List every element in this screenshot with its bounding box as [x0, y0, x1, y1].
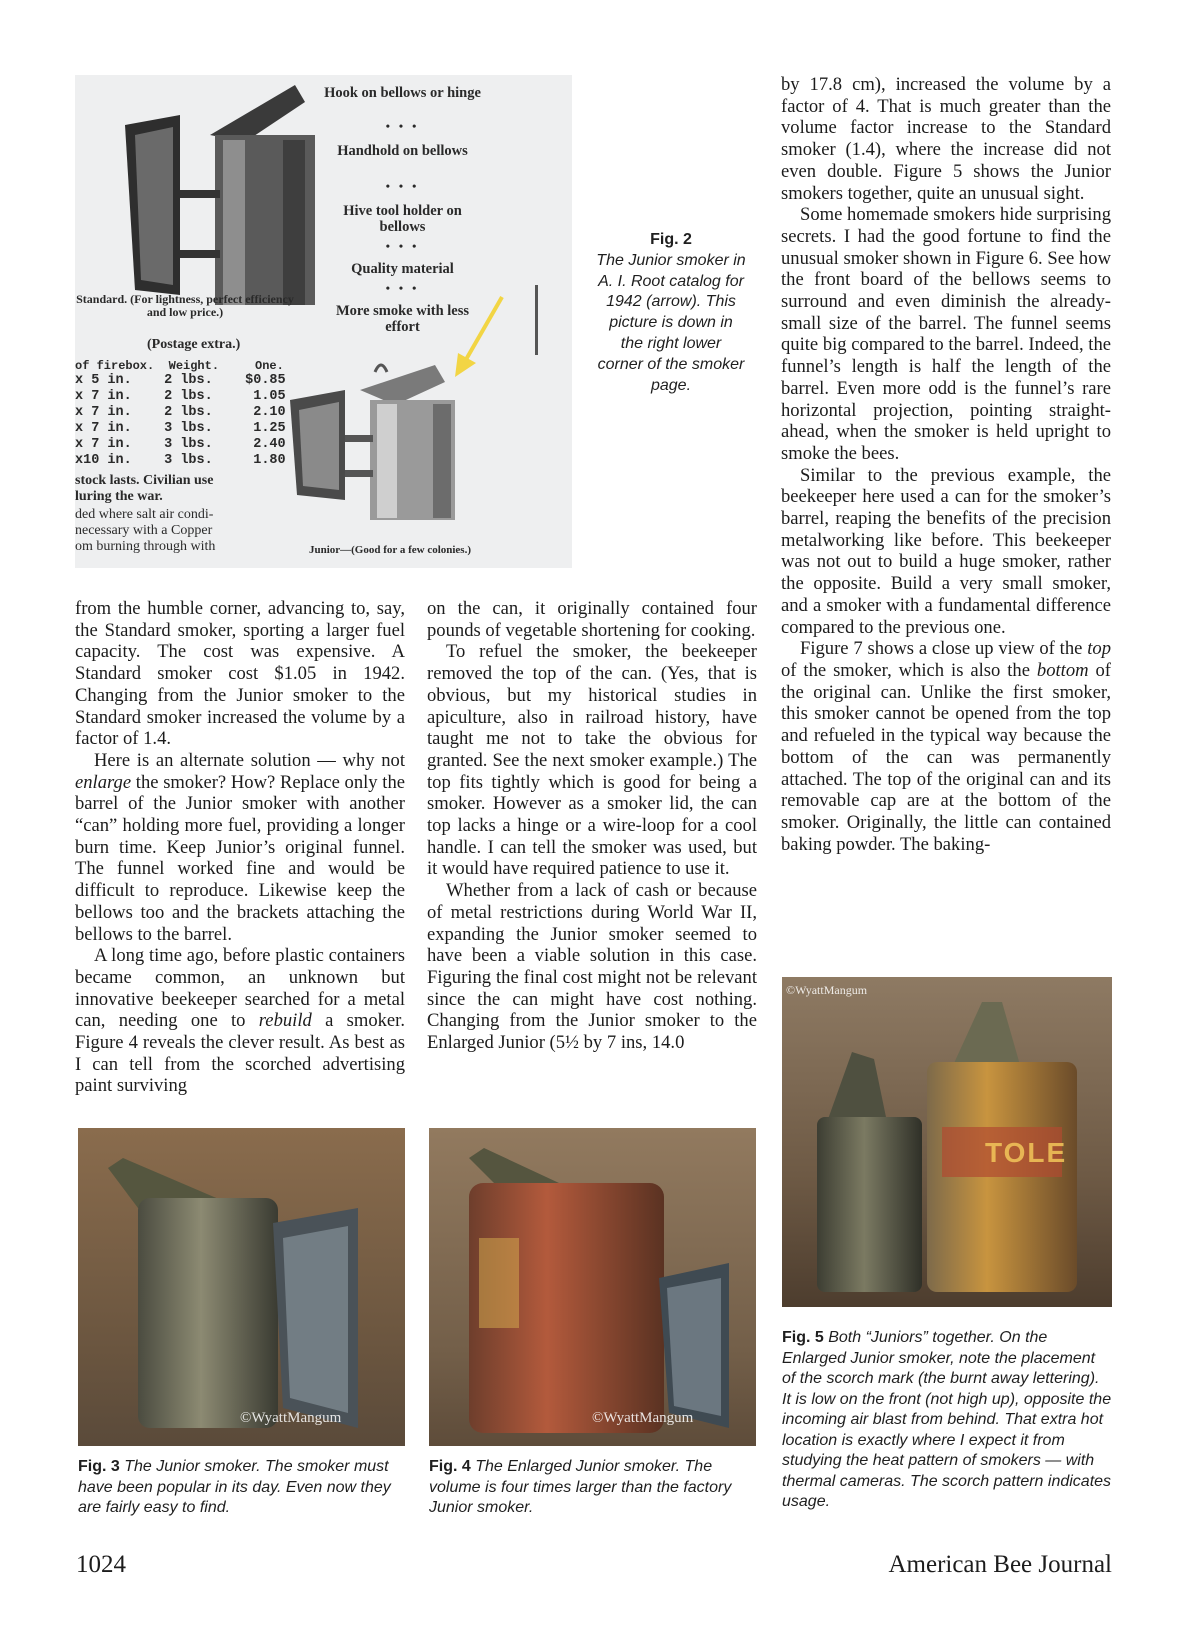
- paragraph: by 17.8 cm), increased the volume by a factor of 4. That is much greater than the volume factor increase to the Standard smoker (1.4), where the increase did not even double. Figure 5 shows the Junior smokers together, quite an unusual sight.: [781, 74, 1111, 204]
- feature-separator: • • •: [385, 119, 420, 133]
- can-lettering: TOLE: [985, 1137, 1068, 1168]
- body-column-3: [781, 74, 1111, 855]
- body-column-2: [427, 598, 757, 1054]
- watermark: ©WyattMangum: [592, 1410, 694, 1426]
- postage-note: (Postage extra.): [147, 337, 241, 352]
- catalog-clipping-image: [75, 75, 572, 568]
- feature-separator: • • •: [385, 281, 420, 295]
- paragraph: Some homemade smokers hide surprising secrets. I had the good fortune to find the unusual smoker shown in Figure 6. See how the front board of the bellows seems to surround and even diminish the already-small size of the barrel. The funnel seems quite big compared to the barrel. Indeed, the funnel’s length is half the length of the barrel. Even more odd is the funnel’s rare horizontal projection, pointing straight-ahead, when the smoker is held upright to smoke the bees.: [781, 204, 1111, 464]
- fig3-photo: [78, 1128, 405, 1446]
- fig4-photo: [429, 1128, 756, 1446]
- paragraph: Whether from a lack of cash or because of metal restrictions during World War II, expanding the Junior smoker seemed to have been a viable solution in this case. Figuring the final cost might not be relevant since the can might have cost nothing. Changing from the Junior smoker to the Enlarged Junior (5½ by 7 ins, 14.0: [427, 880, 757, 1054]
- fig5-label: Fig. 5: [782, 1329, 824, 1346]
- fig4-text: The Enlarged Junior smoker. The volume is four times larger than the factory Junior smoker.: [429, 1458, 732, 1516]
- paragraph: on the can, it originally contained four pounds of vegetable shortening for cooking.: [427, 598, 757, 641]
- watermark: ©WyattMangum: [240, 1410, 342, 1426]
- fig3-label: Fig. 3: [78, 1458, 120, 1475]
- feature-hive-tool: Hive tool holder on bellows: [343, 203, 462, 235]
- standard-label: Standard. (For lightness, perfect efficiency and low price.): [76, 292, 294, 319]
- feature-more-smoke: More smoke with less effort: [335, 303, 470, 335]
- price-row: x 7 in. 2 lbs. 2.10: [75, 405, 286, 420]
- price-row: x 7 in. 3 lbs. 1.25: [75, 421, 286, 436]
- fig3-caption: [78, 1457, 408, 1519]
- emphasis: bottom: [1036, 659, 1089, 681]
- paragraph: from the humble corner, advancing to, say, the Standard smoker, sporting a larger fuel capacity. The cost was expensive. A Standard smoker cost $1.05 in 1942. Changing from the Junior smoker to the Standard smoker increased the volume by a factor of 1.4.: [75, 598, 405, 750]
- paragraph: To refuel the smoker, the beekeeper removed the top of the can. (Yes, that is obvious, but my historical studies in apiculture, also in railroad history, have taught me not to take the obvious for granted. See the next smoker example.) The top fits tightly which is good for being a smoker. However as a smoker lid, the can top lacks a hinge or a wire-loop for a cool handle. I can tell the smoker was used, but it would have required patience to use it.: [427, 641, 757, 880]
- watermark: ©WyattMangum: [786, 983, 868, 997]
- price-row: x10 in. 3 lbs. 1.80: [75, 453, 286, 468]
- feature-hook: Hook on bellows or hinge: [324, 85, 481, 101]
- fig5-caption: [782, 1328, 1112, 1513]
- fig2-label: Fig. 2: [650, 231, 692, 248]
- fig3-text: The Junior smoker. The smoker must have been popular in its day. Even now they are fairly easy to find.: [78, 1458, 391, 1516]
- paragraph: A long time ago, before plastic containers became common, an unknown but innovative beekeeper searched for a metal can, needing one to rebuild a smoker. Figure 4 reveals the clever result. As best as I can tell from the scorched advertising paint surviving: [75, 945, 405, 1097]
- catalog-footer-line: ded where salt air condi-: [75, 507, 214, 522]
- paragraph: Similar to the previous example, the beekeeper here used a can for the smoker’s barrel, reaping the benefits of the precision metalworking like before. This beekeeper was not out to build a huge smoker, rather the opposite. Build a very small smoker, and a smoker with a fundamental difference compared to the previous one.: [781, 464, 1111, 638]
- fig4-label: Fig. 4: [429, 1458, 471, 1475]
- emphasis: enlarge: [75, 771, 132, 793]
- fig2-caption: [596, 230, 746, 396]
- catalog-footer-line: luring the war.: [75, 489, 163, 504]
- feature-separator: • • •: [385, 179, 420, 193]
- price-row: x 5 in. 2 lbs. $0.85: [75, 373, 286, 388]
- catalog-footer-line: stock lasts. Civilian use: [75, 473, 214, 488]
- fig2-text: The Junior smoker in A. I. Root catalog for 1942 (arrow). This picture is down in the right lower corner of the smoker page.: [596, 251, 746, 394]
- catalog-footer-line: om burning through with: [75, 539, 216, 554]
- paragraph: Figure 7 shows a close up view of the top of the smoker, which is also the bottom of the original can. Unlike the first smoker, this smoker cannot be opened from the top and refueled in the typical way because the bottom of the can was permanently attached. The top of the original can and its removable cap are at the bottom of the smoker. Originally, the little can contained baking powder. The baking-: [781, 638, 1111, 855]
- junior-label: Junior—(Good for a few colonies.): [308, 544, 472, 556]
- fig5-text: Both “Juniors” together. On the Enlarged Junior smoker, note the placement of the scorch mark (the burnt away lettering). It is low on the front (not high up), opposite the incoming air blast from behind. That extra hot location is exactly where I expect it from studying the heat pattern of smokers — with thermal cameras. The scorch pattern indicates usage.: [782, 1329, 1112, 1510]
- catalog-footer-line: necessary with a Copper: [75, 523, 213, 538]
- emphasis: rebuild: [258, 1010, 312, 1032]
- price-row: x 7 in. 3 lbs. 2.40: [75, 437, 286, 452]
- feature-separator: • • •: [385, 239, 420, 253]
- journal-name: American Bee Journal: [888, 1551, 1112, 1578]
- feature-handhold: Handhold on bellows: [337, 143, 468, 159]
- paragraph: Here is an alternate solution — why not enlarge the smoker? How? Replace only the barrel of the Junior smoker with another “can” holding more fuel, providing a longer burn time. Keep Junior’s original funnel. The funnel worked fine and would be difficult to reproduce. Likewise keep the bellows too and the brackets attaching the bellows to the barrel.: [75, 749, 405, 945]
- junior-smoker-illustration: [285, 360, 485, 525]
- page-number: 1024: [76, 1551, 126, 1578]
- price-table-header: of firebox. Weight. One.: [75, 359, 284, 373]
- emphasis: top: [1087, 638, 1111, 660]
- fig4-caption: [429, 1457, 759, 1519]
- body-column-1: [75, 598, 405, 1097]
- fig5-photo: [782, 977, 1112, 1307]
- price-row: x 7 in. 2 lbs. 1.05: [75, 389, 286, 404]
- standard-smoker-illustration: [105, 80, 345, 310]
- feature-quality: Quality material: [351, 261, 454, 277]
- clip-edge-mark: [535, 285, 538, 355]
